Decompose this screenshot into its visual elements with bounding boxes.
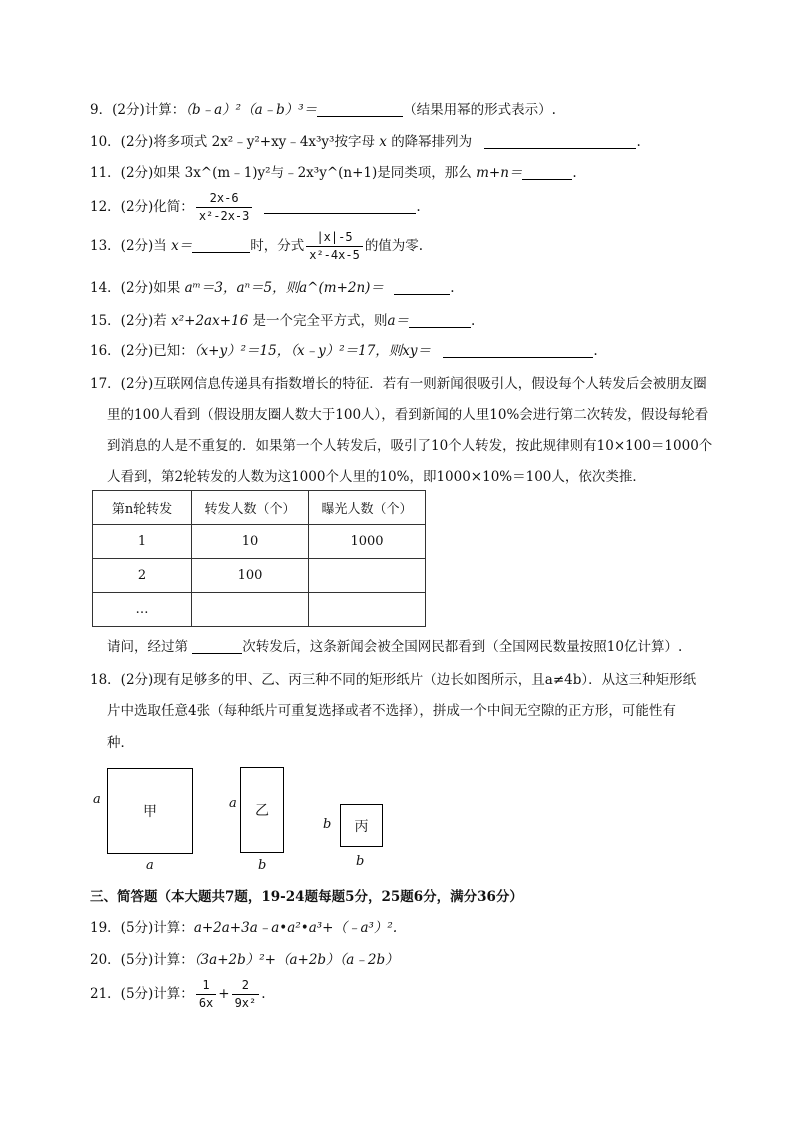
question-17-line-1: 17．(2分)互联网信息传递具有指数增长的特征．若有一则新闻很吸引人，假设每个人转发后会被朋友圈 xyxy=(90,376,707,392)
q13-fraction: $\frac{|x|-5}{\text{x²-4x-5}}$ xyxy=(306,229,363,264)
q11-term1: 3x^(m﹣1)y² xyxy=(184,165,271,181)
table-cell: 100 xyxy=(192,559,309,593)
question-21: 21．(5分)计算： $\frac{1}{6x}$ + $\frac{2}{\text{9x²}}$ . xyxy=(90,978,266,1010)
question-11: 11．(2分)如果 3x^(m﹣1)y²与﹣2x³y^(n+1)是同类项，那么 m+n＝ . xyxy=(90,165,577,181)
q9-answer-blank[interactable] xyxy=(317,102,403,117)
question-19: 19．(5分)计算：a+2a+3a﹣a•a²•a³+（﹣a³）². xyxy=(90,920,398,936)
question-17-line-4: 人看到，第2轮转发的人数为这1000个人里的10%，即1000×10%＝100人，依次类推． xyxy=(107,469,646,485)
table-cell[interactable] xyxy=(309,559,426,593)
question-16: 16．(2分)已知：（x+y）²＝15，（x﹣y）²＝17，则xy＝ . xyxy=(90,343,598,359)
label-bing-bottom: b xyxy=(356,854,365,869)
table-cell[interactable] xyxy=(192,593,309,627)
q17-table xyxy=(92,490,426,627)
table-header: 转发人数（个） xyxy=(192,491,309,525)
q13-answer-blank[interactable] xyxy=(192,238,250,253)
question-17-line-2: 里的100人看到（假设朋友圈人数大于100人），看到新闻的人里10%会进行第二次转发，假设每轮看 xyxy=(107,407,709,423)
q9-expression: （b﹣a）²（a﹣b）³＝ xyxy=(185,102,318,118)
rect-bing: 丙 xyxy=(340,804,383,847)
question-18-line-3: 种． xyxy=(107,735,134,751)
table-header-row xyxy=(93,491,426,525)
table-cell: 1000 xyxy=(309,525,426,559)
label-bing-side: b xyxy=(323,817,332,832)
question-15: 15．(2分)若 x²+2ax+16 是一个完全平方式，则a＝ . xyxy=(90,313,476,329)
rect-jia: 甲 xyxy=(107,768,193,854)
question-12: 12．(2分)化简： $\frac{2x-6}{\text{x²-2x-3}}$ . xyxy=(90,191,421,223)
q10-expression: 2x²﹣y²+xy﹣4x³y³ xyxy=(211,134,335,150)
label-yi-side: a xyxy=(229,796,237,811)
question-20: 20．(5分)计算：（3a+2b）²+（a+2b）（a﹣2b） xyxy=(90,952,399,968)
table-header: 第n轮转发 xyxy=(93,491,192,525)
section-3-heading: 三、简答题（本大题共7题，19-24题每题5分，25题6分，满分36分） xyxy=(90,889,523,905)
question-17-prompt: 请问，经过第 次转发后，这条新闻会被全国网民都看到（全国网民数量按照10亿计算）. xyxy=(107,639,683,655)
table-cell: 10 xyxy=(192,525,309,559)
question-18-line-2: 片中选取任意4张（每种纸片可重复选择或者不选择），拼成一个中间无空隙的正方形，可能性有 xyxy=(107,703,676,719)
q10-answer-blank[interactable] xyxy=(484,134,636,149)
q17-answer-blank[interactable] xyxy=(192,639,242,654)
label-jia-bottom: a xyxy=(146,858,154,873)
table-header: 曝光人数（个） xyxy=(309,491,426,525)
table-cell: … xyxy=(93,593,192,627)
question-18-line-1: 18．(2分)现有足够多的甲、乙、丙三种不同的矩形纸片（边长如图所示，且a≠4b）．从这三种矩形纸 xyxy=(90,672,697,688)
table-cell[interactable] xyxy=(309,593,426,627)
question-9: 9．(2分)计算：（b﹣a）²（a﹣b）³＝ （结果用幂的形式表示）. xyxy=(90,102,556,118)
question-14: 14．(2分)如果 aᵐ＝3，aⁿ＝5，则a^(m+2n)＝ . xyxy=(90,280,455,296)
question-13: 13．(2分)当 x＝ 时，分式 $\frac{|x|-5}{\text{x²-4x-5}}$ 的值为零. xyxy=(90,230,424,262)
question-10: 10．(2分)将多项式 2x²﹣y²+xy﹣4x³y³按字母 x 的降幂排列为 . xyxy=(90,134,641,150)
q16-answer-blank[interactable] xyxy=(443,343,593,358)
table-cell: 2 xyxy=(93,559,192,593)
rect-yi: 乙 xyxy=(240,767,284,853)
q12-fraction: $\frac{2x-6}{\text{x²-2x-3}}$ xyxy=(196,190,253,225)
q11-answer-blank[interactable] xyxy=(522,165,572,180)
q12-answer-blank[interactable] xyxy=(264,199,416,214)
table-row xyxy=(93,525,426,559)
table-row xyxy=(93,559,426,593)
table-cell: 1 xyxy=(93,525,192,559)
q15-answer-blank[interactable] xyxy=(409,313,471,328)
label-yi-bottom: b xyxy=(258,858,267,873)
q14-answer-blank[interactable] xyxy=(394,280,450,295)
label-jia-side: a xyxy=(93,792,101,807)
q21-fraction-1: $\frac{1}{6x}$ xyxy=(196,977,216,1012)
table-row xyxy=(93,593,426,627)
question-17-line-3: 到消息的人是不重复的．如果第一个人转发后，吸引了10个人转发，按此规律则有10×100＝1000个 xyxy=(107,438,713,454)
q21-fraction-2: $\frac{2}{\text{9x²}}$ xyxy=(232,977,260,1012)
